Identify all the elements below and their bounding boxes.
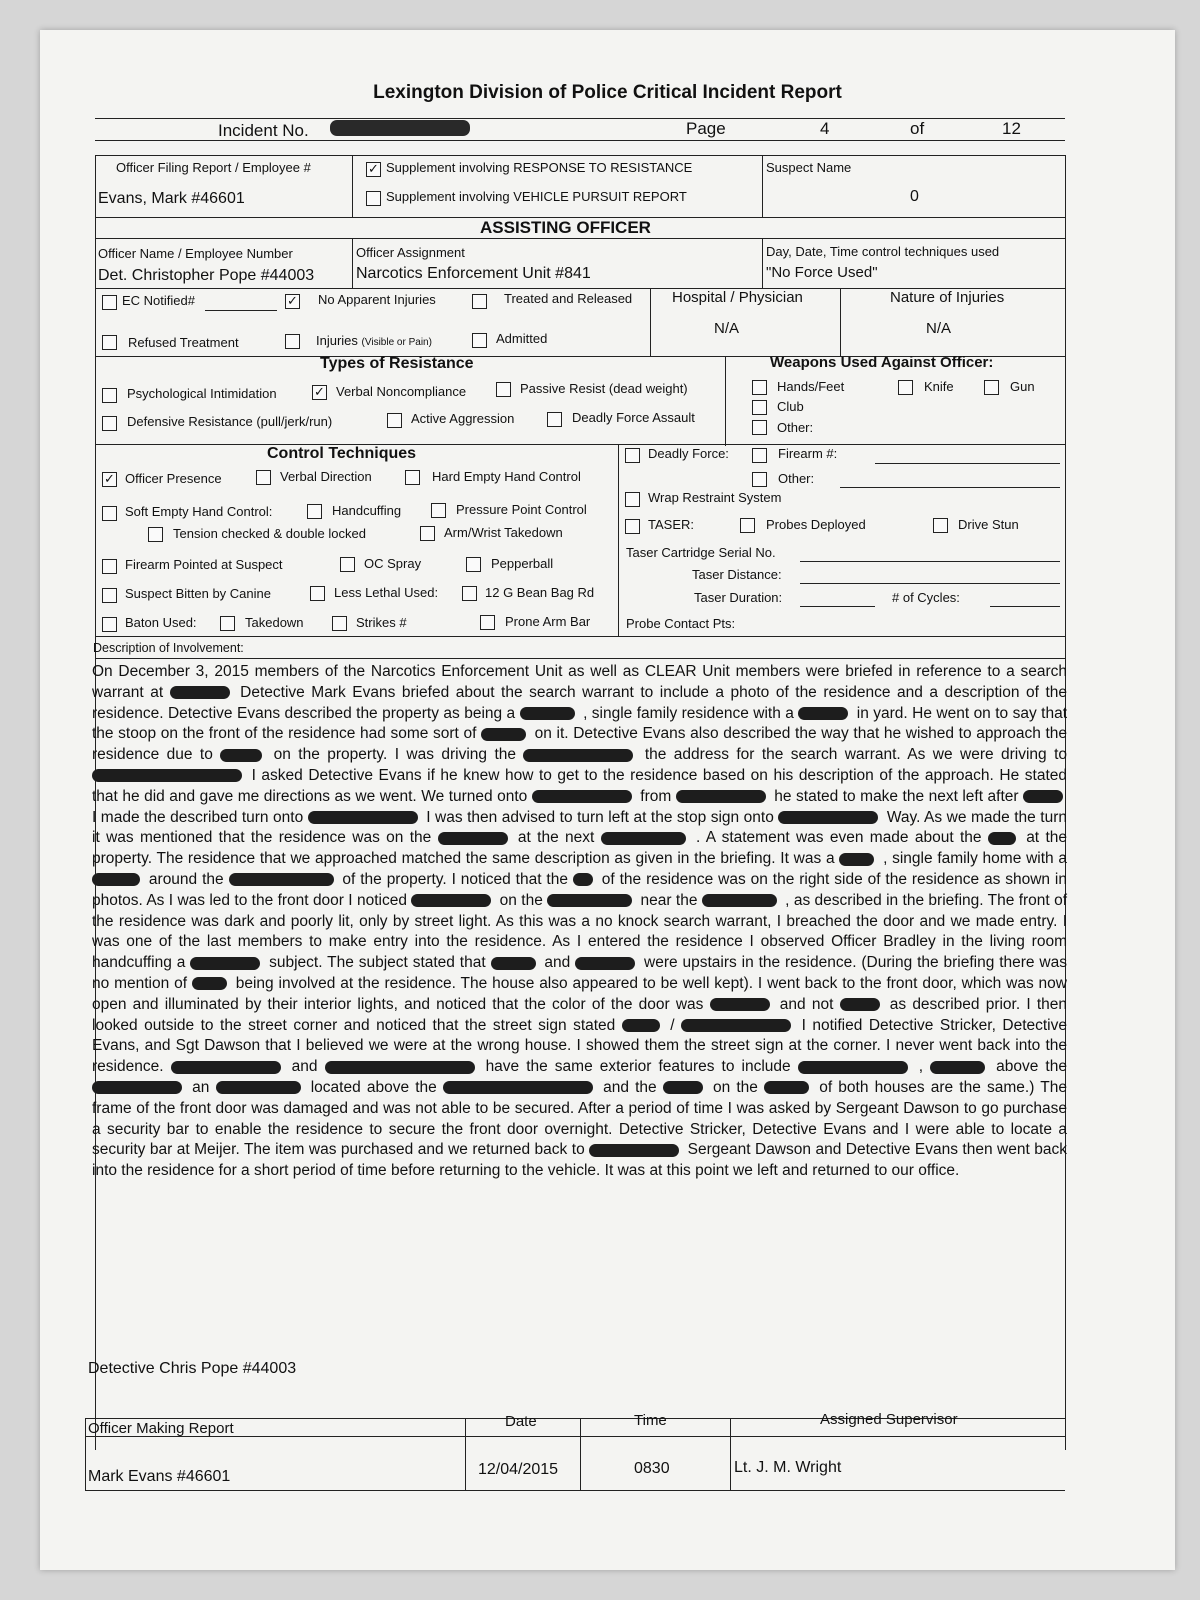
- bean-bag-checkbox[interactable]: [462, 586, 477, 601]
- narrative-segment: were upstairs in the residence. (During the briefing there was no mention of: [92, 954, 1067, 992]
- taser-duration-field[interactable]: [800, 606, 875, 607]
- pepperball-checkbox[interactable]: [466, 557, 481, 572]
- less-lethal-checkbox[interactable]: [310, 586, 325, 601]
- passive-resist-checkbox[interactable]: [496, 382, 511, 397]
- supp-vehicle-checkbox[interactable]: [366, 191, 381, 206]
- redaction: [798, 707, 848, 720]
- suspect-name-label: Suspect Name: [766, 160, 852, 175]
- injuries-note: (Visible or Pain): [361, 337, 432, 348]
- narrative-segment: Sergeant Dawson and Detective Evans then went back into the residence for a short period of time before returning to the vehicle. It was at this point we left and returned to our office.: [92, 1141, 1067, 1180]
- narrative-segment: an: [192, 1078, 216, 1096]
- force-other-checkbox[interactable]: [752, 472, 767, 487]
- taser-duration-label: Taser Duration:: [694, 590, 783, 605]
- divider: [620, 444, 1065, 445]
- canine-checkbox[interactable]: [102, 588, 117, 603]
- divider: [580, 1418, 581, 1490]
- taser-label: TASER:: [648, 517, 694, 532]
- probes-deployed-checkbox[interactable]: [740, 518, 755, 533]
- admitted-checkbox[interactable]: [472, 333, 487, 348]
- narrative-segment: On December 3, 2015 members of the Narcotics Enforcement Unit as well as CLEAR Unit members were briefed in reference to a search warrant at: [92, 663, 1067, 701]
- taser-cartridge-field[interactable]: [800, 561, 1060, 562]
- redaction: [438, 832, 508, 845]
- weapon-other-checkbox[interactable]: [752, 420, 767, 435]
- day-date-value: "No Force Used": [766, 264, 878, 281]
- treated-released-checkbox[interactable]: [472, 294, 487, 309]
- hospital-value: N/A: [714, 320, 740, 337]
- probes-deployed-label: Probes Deployed: [766, 517, 866, 532]
- soft-empty-hand-label: Soft Empty Hand Control:: [125, 504, 273, 519]
- redaction: [192, 977, 227, 990]
- deadly-force-assault-label: Deadly Force Assault: [572, 410, 695, 425]
- pressure-point-checkbox[interactable]: [431, 503, 446, 518]
- assigned-supervisor-label: Assigned Supervisor: [820, 1411, 958, 1428]
- form-border: [95, 155, 1065, 156]
- narrative-segment: of the residence was on the right side of the residence as shown in photos. As I was led to the front door I noticed: [92, 870, 1067, 909]
- redaction: [190, 957, 260, 970]
- redaction: [216, 1081, 301, 1094]
- redaction: [663, 1081, 703, 1094]
- narrative-segment: , single family residence with a: [583, 704, 799, 722]
- redaction: [547, 894, 632, 907]
- officer-assignment-label: Officer Assignment: [356, 245, 465, 260]
- hands-feet-checkbox[interactable]: [752, 380, 767, 395]
- redaction: [481, 728, 526, 741]
- firearm-checkbox[interactable]: [752, 448, 767, 463]
- less-lethal-label: Less Lethal Used:: [334, 585, 439, 600]
- redaction: [220, 749, 262, 762]
- narrative-segment: , as described in the briefing. The front of the residence was dark and poorly lit, only by street light. As this was a no knock search warrant, I breached the door and we made entry. I was one of the last members to make entry into the residence. As I entered the residence I observed Officer Bradley in the living room handcuffing a: [92, 891, 1067, 972]
- narrative-segment: subject. The subject stated that: [269, 954, 491, 972]
- deadly-force-checkbox[interactable]: [625, 448, 640, 463]
- takedown-checkbox[interactable]: [220, 616, 235, 631]
- injuries-label: [316, 333, 432, 348]
- officer-assignment-value: Narcotics Enforcement Unit #841: [356, 265, 591, 282]
- narrative-segment: near the: [640, 891, 702, 909]
- redaction: [575, 957, 635, 970]
- ec-notified-checkbox[interactable]: [102, 295, 117, 310]
- weapon-other-label: Other:: [777, 420, 814, 435]
- divider: [352, 238, 353, 288]
- narrative-segment: I notified Detective Stricker, Detective Evans, and Sgt Dawson that I believed we were at the wrong house. I showed them the street sign at the corner. I never went back into the residence.: [92, 1016, 1067, 1076]
- suspect-name-value: 0: [910, 188, 919, 205]
- admitted-label: Admitted: [496, 331, 548, 346]
- cycles-label: # of Cycles:: [892, 590, 960, 605]
- redaction: [491, 957, 536, 970]
- club-checkbox[interactable]: [752, 400, 767, 415]
- narrative-segment: /: [670, 1016, 682, 1034]
- firearm-pointed-label: Firearm Pointed at Suspect: [125, 557, 283, 572]
- force-other-field[interactable]: [840, 487, 1060, 488]
- injuries-text: Injuries: [316, 333, 358, 348]
- page-label: Page: [686, 119, 726, 138]
- divider: [95, 118, 1065, 119]
- narrative-segment: above the: [996, 1058, 1067, 1076]
- handcuffing-label: Handcuffing: [332, 503, 402, 518]
- narrative-segment: of both houses are the same.) The frame of the front door was damaged and was not able to be secured. After a period of time I was asked by Sergeant Dawson to go purchase a security bar to enable the residence to secure the front door overnight. Detective Stricker, Detective Evans and I were able to locate a security bar at Meijer. The item was purchased and we returned back to: [92, 1078, 1067, 1159]
- hard-empty-hand-label: Hard Empty Hand Control: [432, 469, 581, 484]
- strikes-checkbox[interactable]: [332, 616, 347, 631]
- assisting-officer-heading: ASSISTING OFFICER: [480, 218, 651, 237]
- treated-released-label: Treated and Released: [504, 291, 633, 306]
- narrative-segment: I asked Detective Evans if he knew how to get to the residence based on his description of the approach. He stated that he did and gave me directions as we went. We turned onto: [92, 766, 1067, 805]
- redaction: [778, 811, 878, 824]
- report-title: Lexington Division of Police Critical Incident Report: [373, 82, 842, 103]
- divider: [352, 155, 353, 217]
- day-date-label: Day, Date, Time control techniques used: [766, 244, 1000, 259]
- no-apparent-injuries-checkbox[interactable]: ✓: [285, 294, 300, 309]
- hospital-label: Hospital / Physician: [672, 289, 803, 306]
- verbal-direction-label: Verbal Direction: [280, 469, 372, 484]
- refused-treatment-checkbox[interactable]: [102, 335, 117, 350]
- redaction: [573, 873, 593, 886]
- hard-empty-hand-checkbox[interactable]: [405, 470, 420, 485]
- types-resistance-heading: Types of Resistance: [320, 355, 474, 372]
- taser-distance-label: Taser Distance:: [692, 567, 782, 582]
- verbal-direction-checkbox[interactable]: [256, 470, 271, 485]
- divider: [730, 1418, 731, 1490]
- club-label: Club: [777, 399, 804, 414]
- pressure-point-label: Pressure Point Control: [456, 502, 587, 517]
- divider: [85, 1490, 1065, 1491]
- narrative-segment: in yard. He went on to say that the stoop on the front of the residence had some sort of: [92, 704, 1067, 743]
- wrap-restraint-checkbox[interactable]: [625, 492, 640, 507]
- narrative-segment: from: [640, 787, 676, 805]
- officer-name-value: Det. Christopher Pope #44003: [98, 267, 315, 284]
- redaction: [988, 832, 1016, 845]
- officer-filing-value: Evans, Mark #46601: [98, 190, 245, 207]
- redaction: [92, 1081, 182, 1094]
- time-value: 0830: [634, 1460, 670, 1477]
- redaction: [589, 1144, 679, 1157]
- hands-feet-label: Hands/Feet: [777, 379, 845, 394]
- narrative-paragraph: [92, 662, 1067, 1182]
- gun-checkbox[interactable]: [984, 380, 999, 395]
- taser-distance-field[interactable]: [800, 583, 1060, 584]
- ec-notified-label: EC Notified#: [122, 293, 195, 308]
- divider: [465, 1418, 466, 1490]
- narrative-segment: at the next: [517, 829, 601, 847]
- taser-cartridge-label: Taser Cartridge Serial No.: [626, 545, 776, 560]
- psych-intimidation-checkbox[interactable]: [102, 388, 117, 403]
- redaction: [523, 749, 633, 762]
- redaction: [330, 120, 470, 136]
- narrative-segment: Detective Mark Evans briefed about the search warrant to include a photo of the residence and a description of the residence. Detective Evans described the property as being a: [92, 683, 1067, 722]
- narrative-segment: he stated to make the next left after: [774, 787, 1024, 805]
- report-page: [40, 30, 1175, 1570]
- of-label: of: [910, 119, 925, 138]
- redaction: [764, 1081, 809, 1094]
- redaction: [676, 790, 766, 803]
- narrative-segment: on the: [499, 891, 548, 909]
- handcuffing-checkbox[interactable]: [307, 504, 322, 519]
- divider: [618, 444, 619, 636]
- canine-label: Suspect Bitten by Canine: [125, 586, 271, 601]
- nature-injuries-value: N/A: [926, 320, 952, 337]
- narrative-segment: have the same exterior features to include: [485, 1058, 798, 1076]
- narrative-segment: as described prior. I then looked outside to the street corner and noticed that the street sign stated: [92, 995, 1067, 1034]
- refused-treatment-label: Refused Treatment: [128, 335, 239, 350]
- divider: [762, 155, 763, 217]
- redaction: [1023, 790, 1063, 803]
- officer-filing-label: Officer Filing Report / Employee #: [116, 160, 311, 175]
- oc-spray-label: OC Spray: [364, 556, 422, 571]
- drive-stun-checkbox[interactable]: [933, 518, 948, 533]
- passive-resist-label: Passive Resist (dead weight): [520, 381, 688, 396]
- firearm-label: Firearm #:: [778, 446, 838, 461]
- narrative-segment: and the: [603, 1078, 663, 1096]
- date-label: Date: [505, 1413, 537, 1430]
- nature-injuries-label: Nature of Injuries: [890, 289, 1005, 306]
- redaction: [443, 1081, 593, 1094]
- redaction: [601, 832, 686, 845]
- date-value: 12/04/2015: [478, 1461, 559, 1478]
- narrative-segment: , single family home with a: [883, 850, 1067, 868]
- officer-making-report-value: Mark Evans #46601: [88, 1468, 231, 1485]
- divider: [95, 238, 1065, 239]
- narrative-signature: Detective Chris Pope #44003: [88, 1360, 297, 1377]
- baton-label: Baton Used:: [125, 615, 197, 630]
- supp-resistance-checkbox[interactable]: ✓: [366, 162, 381, 177]
- redaction: [532, 790, 632, 803]
- wrap-restraint-label: Wrap Restraint System: [648, 490, 782, 505]
- divider: [840, 288, 841, 356]
- knife-label: Knife: [924, 379, 954, 394]
- arm-wrist-takedown-label: Arm/Wrist Takedown: [444, 525, 563, 540]
- deadly-force-label: Deadly Force:: [648, 446, 729, 461]
- ec-notified-field[interactable]: [205, 310, 277, 311]
- bean-bag-label: 12 G Bean Bag Rd: [485, 585, 595, 600]
- redaction: [702, 894, 777, 907]
- narrative-segment: located above the: [310, 1078, 443, 1096]
- redaction: [325, 1061, 475, 1074]
- divider: [650, 288, 651, 356]
- no-apparent-injuries-label: No Apparent Injuries: [318, 292, 436, 307]
- narrative-segment: at the property. The residence that we approached matched the same description as given in the briefing. It was a: [92, 829, 1067, 868]
- redaction: [681, 1019, 791, 1032]
- probe-contact-label: Probe Contact Pts:: [626, 616, 736, 631]
- knife-checkbox[interactable]: [898, 380, 913, 395]
- redaction: [92, 769, 242, 782]
- redaction: [229, 873, 334, 886]
- narrative-segment: on the property. I was driving the: [273, 746, 524, 764]
- officer-making-report-label: Officer Making Report: [88, 1420, 234, 1437]
- redaction: [710, 998, 770, 1011]
- officer-presence-checkbox[interactable]: ✓: [102, 472, 117, 487]
- oc-spray-checkbox[interactable]: [340, 557, 355, 572]
- narrative-segment: and: [291, 1058, 325, 1076]
- narrative-segment: . A statement was even made about the: [695, 829, 988, 847]
- redaction: [840, 998, 880, 1011]
- strikes-label: Strikes #: [356, 615, 407, 630]
- divider: [95, 140, 1065, 141]
- verbal-noncompliance-label: Verbal Noncompliance: [336, 384, 467, 399]
- psych-intimidation-label: Psychological Intimidation: [127, 386, 277, 401]
- narrative-segment: of the property. I noticed that the: [342, 870, 573, 888]
- takedown-label: Takedown: [245, 615, 304, 630]
- description-label: Description of Involvement:: [93, 641, 244, 655]
- weapons-heading: Weapons Used Against Officer:: [770, 354, 994, 371]
- gun-label: Gun: [1010, 379, 1035, 394]
- narrative-segment: the address for the search warrant. As we were driving to: [644, 746, 1068, 764]
- divider: [95, 636, 1065, 637]
- supp-vehicle-label: Supplement involving VEHICLE PURSUIT REPORT: [386, 189, 687, 204]
- divider: [95, 658, 1065, 659]
- tension-checked-checkbox[interactable]: [148, 527, 163, 542]
- incident-label: Incident No.: [218, 121, 309, 140]
- redaction: [92, 873, 140, 886]
- taser-checkbox[interactable]: [625, 519, 640, 534]
- control-techniques-heading: Control Techniques: [267, 445, 417, 462]
- narrative-text: [92, 662, 1067, 1182]
- defensive-resistance-checkbox[interactable]: [102, 416, 117, 431]
- prone-arm-bar-checkbox[interactable]: [480, 615, 495, 630]
- verbal-noncompliance-checkbox[interactable]: ✓: [312, 385, 327, 400]
- narrative-segment: on the: [712, 1078, 765, 1096]
- narrative-segment: I was then advised to turn left at the stop sign onto: [426, 808, 779, 826]
- narrative-segment: on it. Detective Evans also described the way that he wished to approach the residence due to: [92, 725, 1068, 764]
- redaction: [308, 811, 418, 824]
- firearm-number-field[interactable]: [875, 463, 1060, 464]
- page-number: 4: [820, 119, 830, 138]
- redaction: [798, 1061, 908, 1074]
- redaction: [171, 1061, 281, 1074]
- assigned-supervisor-value: Lt. J. M. Wright: [734, 1459, 842, 1476]
- narrative-segment: and: [544, 954, 576, 972]
- divider: [725, 356, 726, 446]
- firearm-pointed-checkbox[interactable]: [102, 559, 117, 574]
- redaction: [411, 894, 491, 907]
- prone-arm-bar-label: Prone Arm Bar: [505, 614, 591, 629]
- divider: [762, 238, 763, 288]
- active-aggression-label: Active Aggression: [411, 411, 515, 426]
- drive-stun-label: Drive Stun: [958, 517, 1019, 532]
- narrative-segment: Way. As we made the turn it was mentioned that the residence was on the: [92, 808, 1067, 847]
- officer-presence-label: Officer Presence: [125, 471, 222, 486]
- redaction: [839, 853, 874, 866]
- redaction: [930, 1061, 985, 1074]
- redaction: [520, 707, 575, 720]
- tension-checked-label: Tension checked & double locked: [173, 526, 366, 541]
- narrative-segment: around the: [148, 870, 229, 888]
- injuries-checkbox[interactable]: [285, 334, 300, 349]
- narrative-segment: I made the described turn onto: [92, 808, 308, 826]
- active-aggression-checkbox[interactable]: [387, 413, 402, 428]
- defensive-resistance-label: Defensive Resistance (pull/jerk/run): [127, 414, 333, 429]
- arm-wrist-takedown-checkbox[interactable]: [420, 526, 435, 541]
- redaction: [622, 1019, 660, 1032]
- page-total: 12: [1002, 119, 1021, 138]
- divider: [85, 1418, 86, 1490]
- baton-checkbox[interactable]: [102, 617, 117, 632]
- deadly-force-assault-checkbox[interactable]: [547, 412, 562, 427]
- pepperball-label: Pepperball: [491, 556, 554, 571]
- force-other-label: Other:: [778, 471, 815, 486]
- soft-empty-hand-checkbox[interactable]: [102, 506, 117, 521]
- narrative-segment: being involved at the residence. The house also appeared to be well kept). I went back to the front door, which was now open and illuminated by their interior lights, and noticed that the color of the door was: [92, 974, 1067, 1013]
- narrative-segment: ,: [918, 1058, 931, 1076]
- redaction: [170, 686, 230, 699]
- officer-name-label: Officer Name / Employee Number: [98, 246, 293, 261]
- cycles-field[interactable]: [990, 606, 1060, 607]
- time-label: Time: [634, 1412, 667, 1429]
- narrative-segment: and not: [779, 995, 840, 1013]
- supp-resistance-label: Supplement involving RESPONSE TO RESISTANCE: [386, 160, 693, 175]
